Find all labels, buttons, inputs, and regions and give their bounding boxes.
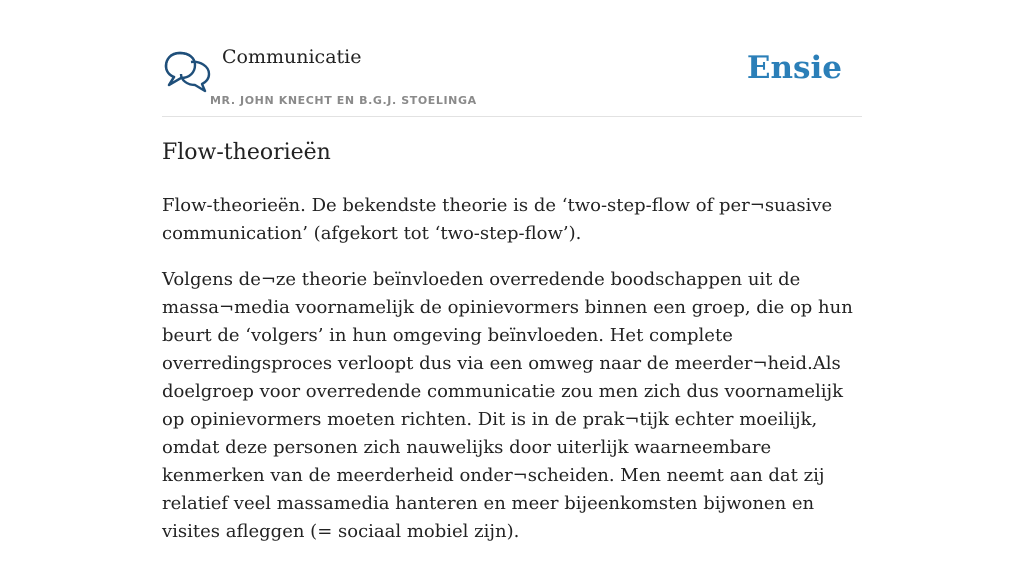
article-paragraph: Volgens de¬ze theorie beïnvloeden overredende boodschappen uit de massa¬media voornamelijk de opinievormers binnen een groep, die op hun beurt de ‘volgers’ in hun omgeving beïnvloeden. Het complete overredingsproces verloopt dus via een omweg naar de meerder¬heid.Als doelgroep voor overredende communicatie zou men zich dus voornamelijk op opinievormers moeten richten. Dit is in de prak¬tijk echter moeilijk, omdat deze personen zich nauwelijks door uiterlijk waarneembare kenmerken van de meerderheid onder¬scheiden. Men neemt aan dat zij relatief veel massamedia hanteren en meer bijeenkomsten bijwonen en visites afleggen (= sociaal mobiel zijn). — [162, 269, 853, 542]
article-body — [162, 192, 866, 564]
page-header — [162, 0, 862, 117]
category-link[interactable]: Communicatie — [222, 46, 362, 68]
brand-logo[interactable]: Ensie — [746, 50, 842, 86]
speech-bubbles-icon — [164, 49, 212, 93]
article-paragraph: Flow-theorieën. De bekendste theorie is de ‘two-step-flow of per¬suasive communication’ (afgekort tot ‘two-step-flow’). — [162, 195, 833, 244]
article-title: Flow-theorieën — [162, 140, 331, 165]
authors-byline[interactable]: MR. JOHN KNECHT EN B.G.J. STOELINGA — [210, 94, 477, 107]
